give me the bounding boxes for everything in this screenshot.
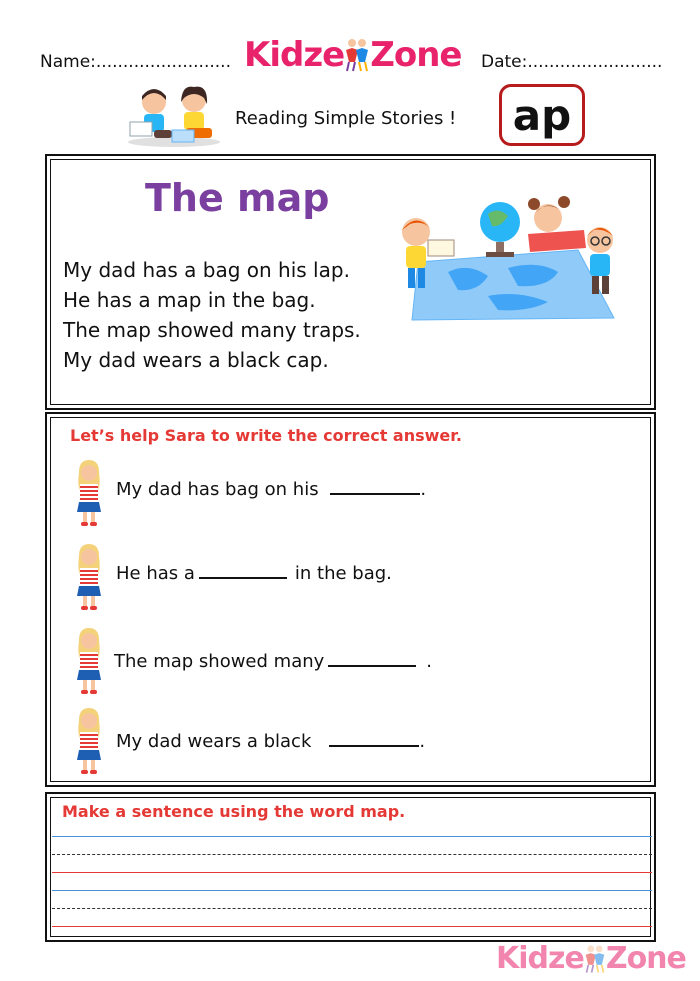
sara-girl-icon bbox=[73, 626, 105, 696]
logo-children-icon bbox=[584, 944, 606, 974]
sentence-instruction: Make a sentence using the word map. bbox=[62, 802, 406, 821]
logo-children-icon bbox=[344, 38, 370, 72]
writing-line-base bbox=[52, 872, 652, 873]
writing-line-top bbox=[52, 836, 652, 837]
exercise-instruction: Let’s help Sara to write the correct answer. bbox=[70, 426, 462, 445]
writing-line-base bbox=[52, 926, 652, 927]
kids-world-map-icon bbox=[388, 192, 618, 324]
answer-blank[interactable] bbox=[329, 731, 419, 747]
logo-text-part2: Zone bbox=[370, 35, 462, 75]
question-text: My dad wears a black bbox=[116, 731, 312, 752]
story-line: The map showed many traps. bbox=[63, 318, 361, 342]
footer-kidzezone-logo bbox=[496, 941, 686, 976]
answer-blank[interactable] bbox=[330, 479, 420, 495]
date-field-label: Date:......................... bbox=[481, 52, 663, 72]
question-end: in the bag. bbox=[294, 563, 392, 584]
story-title: The map bbox=[145, 176, 330, 220]
story-line: He has a map in the bag. bbox=[63, 288, 316, 312]
writing-line-mid bbox=[52, 908, 652, 909]
answer-blank[interactable] bbox=[199, 563, 287, 579]
word-family-badge bbox=[499, 84, 585, 146]
writing-line-top bbox=[52, 890, 652, 891]
word-family-text: ap bbox=[512, 90, 572, 140]
question-text: The map showed many bbox=[114, 651, 325, 672]
worksheet-subtitle: Reading Simple Stories ! bbox=[235, 108, 457, 129]
story-line: My dad wears a black cap. bbox=[63, 348, 329, 372]
sara-girl-icon bbox=[73, 706, 105, 776]
question-end: . bbox=[419, 731, 426, 752]
story-line: My dad has a bag on his lap. bbox=[63, 258, 350, 282]
question-2 bbox=[116, 563, 392, 584]
logo-text-part1: Kidze bbox=[244, 35, 345, 75]
answer-blank[interactable] bbox=[328, 651, 416, 667]
sara-girl-icon bbox=[73, 458, 105, 528]
question-text: My dad has bag on his bbox=[116, 479, 319, 500]
writing-line-mid bbox=[52, 854, 652, 855]
question-text: He has a bbox=[116, 563, 195, 584]
kids-reading-icon bbox=[124, 86, 224, 148]
question-3 bbox=[114, 651, 432, 672]
logo-text-part2: Zone bbox=[605, 941, 686, 976]
kidzezone-logo bbox=[244, 35, 462, 75]
question-end: . bbox=[426, 651, 433, 672]
question-1 bbox=[116, 479, 426, 500]
logo-text-part1: Kidze bbox=[496, 941, 584, 976]
question-end: . bbox=[420, 479, 427, 500]
sara-girl-icon bbox=[73, 542, 105, 612]
name-field-label: Name:......................... bbox=[40, 52, 231, 72]
story-text bbox=[63, 255, 361, 375]
question-4 bbox=[116, 731, 425, 752]
